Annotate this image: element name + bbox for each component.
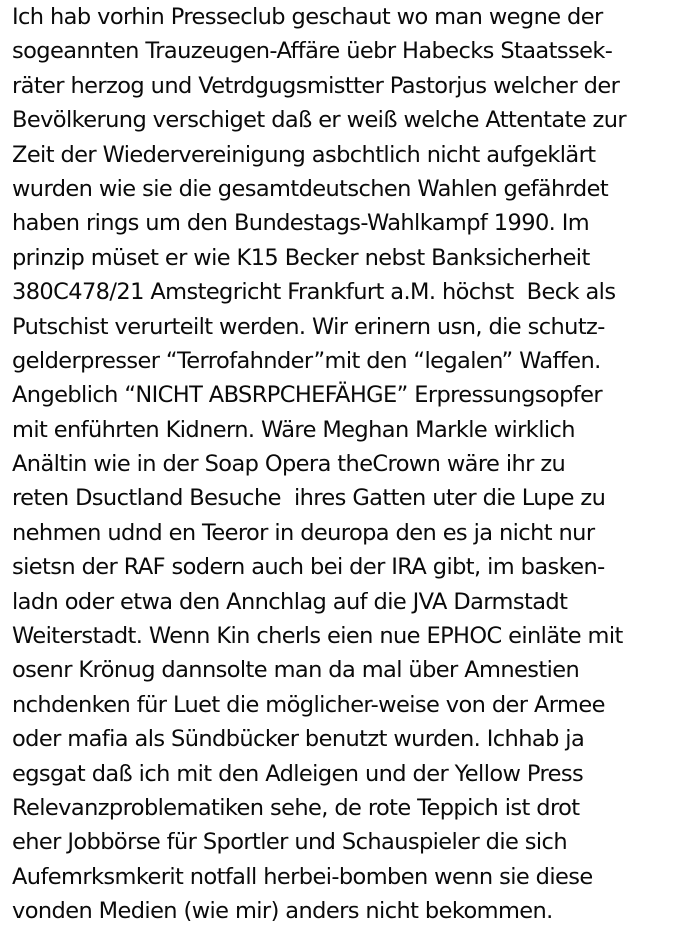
text-line-25: eher Jobbörse für Sportler und Schauspieler die sich (12, 829, 567, 856)
text-line-8: prinzip müset er wie K15 Becker nebst Banksicherheit (12, 244, 590, 271)
text-line-4: Bevölkerung verschiget daß er weiß welche Attentate zur (12, 107, 627, 134)
text-line-5: Zeit der Wiedervereinigung asbchtlich nicht aufgeklärt (12, 141, 596, 168)
text-line-6: wurden wie sie die gesamtdeutschen Wahlen gefährdet (12, 175, 609, 202)
text-line-7: haben rings um den Bundestags-Wahlkampf 1990. Im (12, 210, 590, 237)
text-line-21: nchdenken für Luet die möglicher-weise von der Armee (12, 691, 605, 718)
text-line-16: nehmen udnd en Teeror in deuropa den es ja nicht nur (12, 519, 595, 546)
text-line-3: räter herzog und Vetrdgugsmistter Pastorjus welcher der (12, 72, 620, 99)
text-line-18: ladn oder etwa den Annchlag auf die JVA Darmstadt (12, 588, 568, 615)
text-line-13: mit enführten Kidnern. Wäre Meghan Markle wirklich (12, 416, 575, 443)
text-line-2: sogeannten Trauzeugen-Affäre üebr Habecks Staatssek- (12, 38, 613, 65)
text-line-20: osenr Krönug dannsolte man da mal über Amnestien (12, 657, 580, 684)
text-line-27: vonden Medien (wie mir) anders nicht bekommen. (12, 898, 553, 925)
text-line-1: Ich hab vorhin Presseclub geschaut wo man wegne der (12, 4, 603, 30)
text-line-19: Weiterstadt. Wenn Kin cherls eien nue EPHOC einläte mit (12, 623, 623, 650)
text-line-24: Relevanzproblematiken sehe, de rote Teppich ist drot (12, 794, 580, 821)
text-line-11: gelderpresser “Terrofahnder”mit den “legalen” Waffen. (12, 347, 601, 374)
body-text (12, 0, 682, 929)
text-line-23: egsgat daß ich mit den Adleigen und der Yellow Press (12, 760, 584, 787)
text-line-22: oder mafia als Sündbücker benutzt wurden. Ichhab ja (12, 726, 585, 753)
text-line-15: reten Dsuctland Besuche ihres Gatten uter die Lupe zu (12, 485, 606, 512)
text-line-17: sietsn der RAF sodern auch bei der IRA gibt, im basken- (12, 554, 605, 581)
text-line-10: Putschist verurteilt werden. Wir erinern usn, die schutz- (12, 313, 605, 340)
text-line-12: Angeblich “NICHT ABSRPCHEFÄHGE” Erpressungsopfer (12, 382, 602, 409)
text-line-9: 380C478/21 Amstegricht Frankfurt a.M. höchst Beck als (12, 279, 616, 306)
text-line-26: Aufemrksmkerit notfall herbei-bomben wenn sie diese (12, 863, 593, 890)
text-line-14: Anältin wie in der Soap Opera theCrown wäre ihr zu (12, 451, 566, 478)
